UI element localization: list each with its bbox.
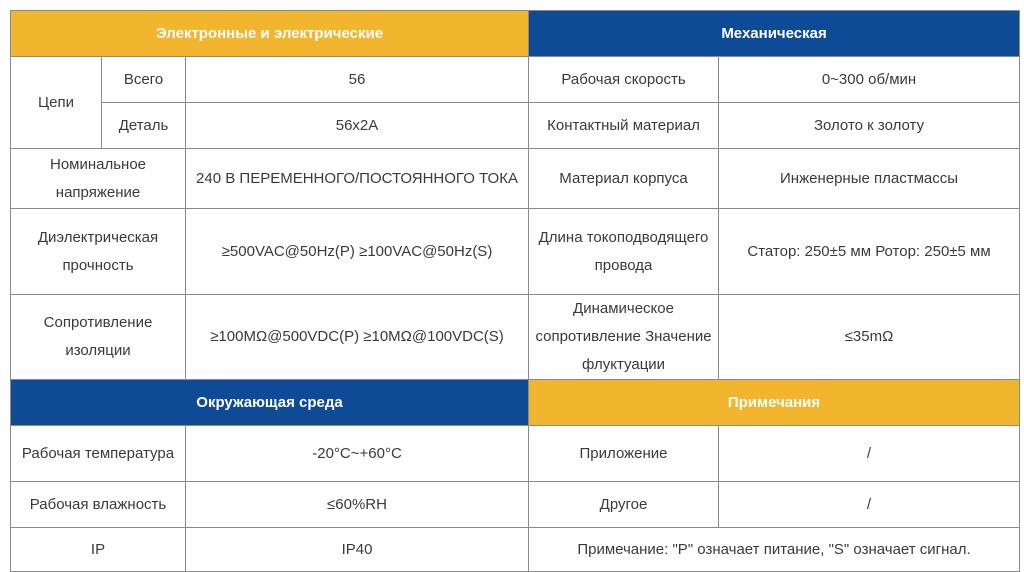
table-row: [11, 295, 1020, 380]
electrical-header: Электронные и электрические: [11, 11, 529, 57]
detail-label: Деталь: [102, 103, 186, 149]
insulation-value: ≥100MΩ@500VDC(P) ≥10MΩ@100VDC(S): [186, 295, 529, 380]
ip-label: IP: [11, 528, 186, 572]
table-row: [11, 103, 1020, 149]
section-header-row: [11, 380, 1020, 426]
dielectric-value: ≥500VAC@50Hz(P) ≥100VAC@50Hz(S): [186, 209, 529, 295]
insulation-label: Сопротивление изоляции: [11, 295, 186, 380]
table-row: [11, 209, 1020, 295]
lead-value: Статор: 250±5 мм Ротор: 250±5 мм: [719, 209, 1020, 295]
contact-value: Золото к золоту: [719, 103, 1020, 149]
notes-header: Примечания: [529, 380, 1020, 426]
temp-label: Рабочая температура: [11, 426, 186, 482]
application-value: /: [719, 426, 1020, 482]
table-row: [11, 482, 1020, 528]
ip-value: IP40: [186, 528, 529, 572]
total-value: 56: [186, 57, 529, 103]
humidity-value: ≤60%RH: [186, 482, 529, 528]
housing-label: Материал корпуса: [529, 149, 719, 209]
speed-label: Рабочая скорость: [529, 57, 719, 103]
spec-table: [10, 10, 1020, 572]
total-label: Всего: [102, 57, 186, 103]
voltage-value: 240 В ПЕРЕМЕННОГО/ПОСТОЯННОГО ТОКА: [186, 149, 529, 209]
mechanical-header: Механическая: [529, 11, 1020, 57]
table-row: [11, 149, 1020, 209]
other-value: /: [719, 482, 1020, 528]
dynamic-label: Динамическое сопротивление Значение флуктуации: [529, 295, 719, 380]
speed-value: 0~300 об/мин: [719, 57, 1020, 103]
dynamic-value: ≤35mΩ: [719, 295, 1020, 380]
dielectric-label: Диэлектрическая прочность: [11, 209, 186, 295]
note-text: Примечание: "P" означает питание, "S" означает сигнал.: [529, 528, 1020, 572]
humidity-label: Рабочая влажность: [11, 482, 186, 528]
environment-header: Окружающая среда: [11, 380, 529, 426]
housing-value: Инженерные пластмассы: [719, 149, 1020, 209]
voltage-label: Номинальное напряжение: [11, 149, 186, 209]
section-header-row: [11, 11, 1020, 57]
detail-value: 56x2A: [186, 103, 529, 149]
application-label: Приложение: [529, 426, 719, 482]
table-row: [11, 528, 1020, 572]
lead-label: Длина токоподводящего провода: [529, 209, 719, 295]
temp-value: -20°C~+60°C: [186, 426, 529, 482]
table-row: [11, 57, 1020, 103]
other-label: Другое: [529, 482, 719, 528]
contact-label: Контактный материал: [529, 103, 719, 149]
circuits-label: Цепи: [11, 57, 102, 149]
table-row: [11, 426, 1020, 482]
